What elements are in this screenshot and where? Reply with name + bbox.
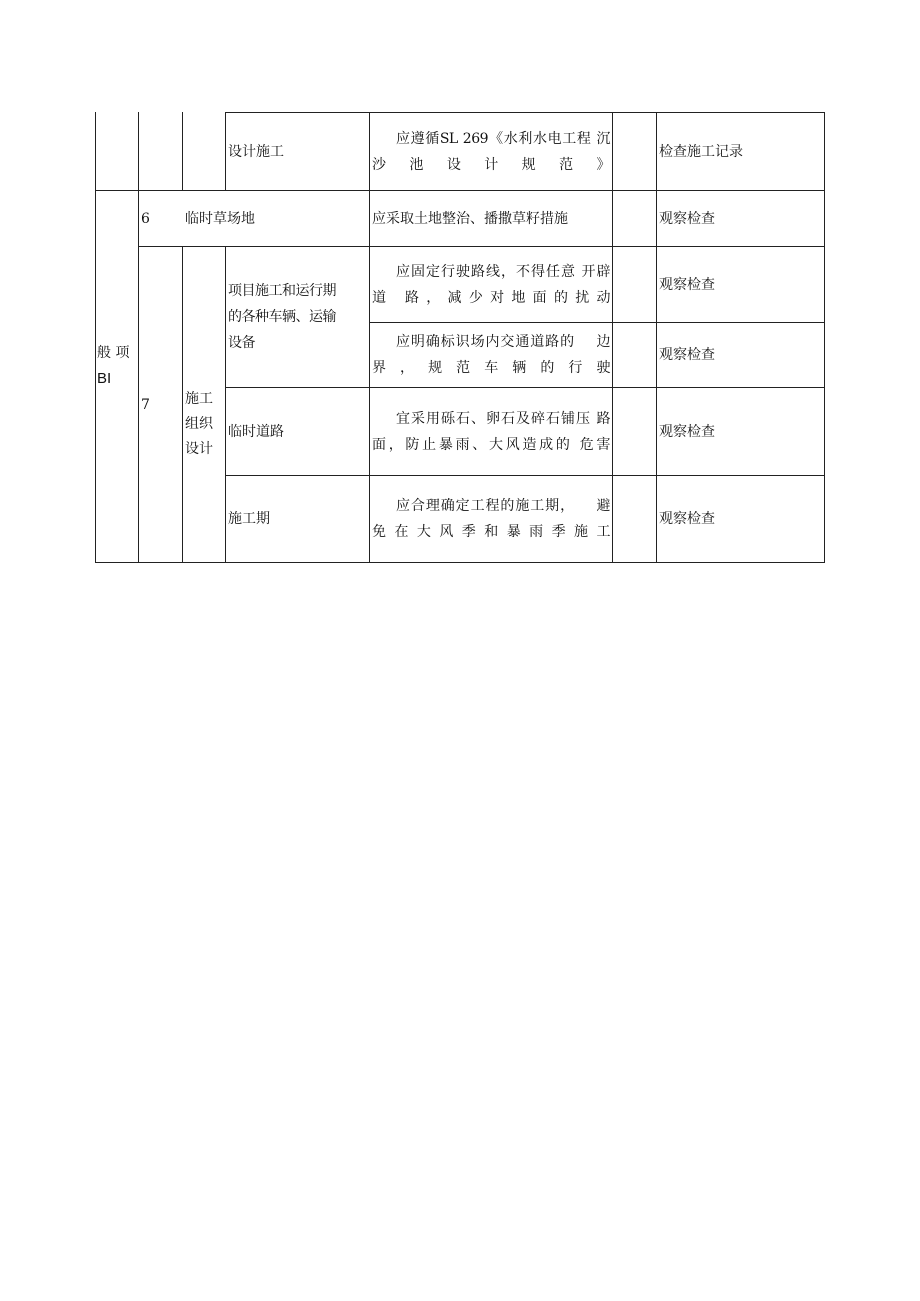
row6-number: 6 — [141, 210, 150, 227]
vehicles-requirement-b: 应明确标识场内交通道路的 边 界，规范车辆的行驶 — [372, 334, 610, 376]
row6-method: 观察检查 — [659, 210, 715, 227]
vehicles-requirement-a: 应固定行驶路线，不得任意 开辟 道 路，减少对地面的扰动 — [372, 263, 610, 306]
vehicles-method-a: 观察检查 — [659, 276, 715, 293]
row-continued-method: 检查施工记录 — [659, 143, 743, 160]
temp-road-item: 临时道路 — [228, 423, 284, 440]
category-cell — [96, 340, 138, 420]
row-continued-item: 设计施工 — [228, 143, 284, 160]
row-continued-requirement: 应遵循SL 269《水利水电工程 沉 沙池设计规范》 — [372, 130, 610, 173]
category-label-line1: 般 项 — [97, 345, 130, 361]
category-label-line2: BI — [97, 370, 112, 387]
period-requirement: 应合理确定工程的施工期， 避 免在大风季和暴雨季施工 — [372, 498, 610, 540]
row6-item: 临时草场地 — [185, 210, 255, 227]
row6-requirement: 应采取土地整治、播撒草籽措施 — [372, 210, 568, 227]
vehicles-item: 项目施工和运行期 的各种车辆、运输 设备 — [228, 283, 336, 351]
temp-road-requirement: 宜采用砾石、卵石及碎石铺压 路 面，防止暴雨、大风造成的 危害 — [372, 410, 610, 453]
row7-number: 7 — [141, 396, 150, 413]
row7-group: 施工 组织 设计 — [185, 391, 213, 457]
period-item: 施工期 — [228, 511, 270, 527]
period-method: 观察检查 — [659, 511, 715, 527]
vehicles-method-b: 观察检查 — [659, 347, 715, 363]
temp-road-method: 观察检查 — [659, 423, 715, 440]
